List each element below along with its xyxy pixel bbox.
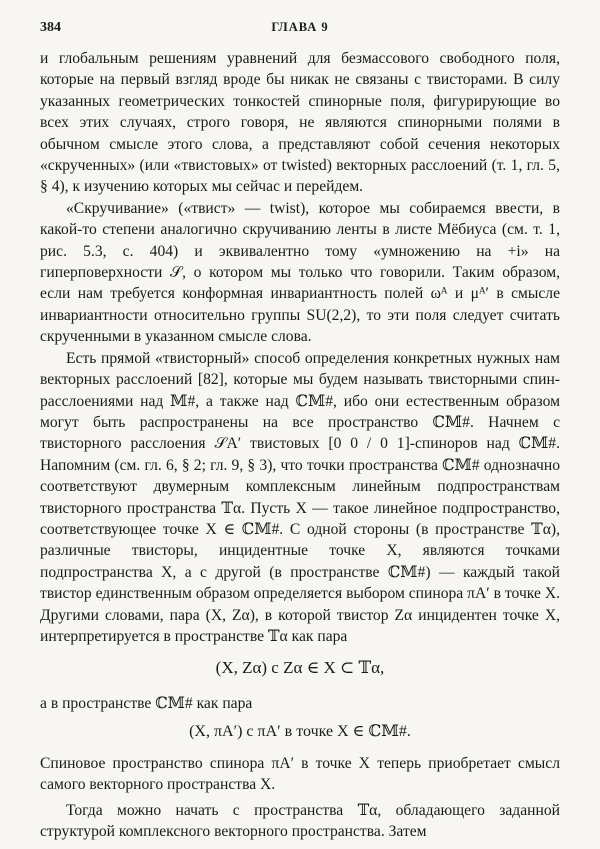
paragraph-1: и глобальным решениям уравнений для безмассового свободного поля, которые на первый взгляд вроде бы никак не связаны с твисторами. В силу указанных геометрических тонкостей спинорные поля, фигурирующие во всех этих случаях, строго говоря, не являются спинорными полями в обычном смысле этого слова, а представляют собой сечения некоторых «скрученных» (или «твистовых» от twisted) векторных расслоений (т. 1, гл. 5, § 4), к изучению которых мы сейчас и перейдем. (40, 50, 560, 196)
page-number: 384 (40, 20, 61, 35)
paragraph-4: а в пространстве ℂ𝕄# как пара (40, 695, 253, 713)
paragraph-2: «Скручивание» («твист» — twist), которое мы собираемся ввести, в какой-то степени аналогично скручиванию ленты в листе Мёбиуса (см. т. 1, рис. 5.3, с. 404) и эквивалентно тому «умножению на +i» на гиперповерхности 𝒮, о котором мы только что говорили. Таким образом, если нам требуется конформная инвариантность полей ωᴬ и μᴬ′ в смысле инвариантности относительно группы SU(2,2), то эти поля следует считать скрученными в указанном смысле слова. (40, 199, 560, 346)
page-body (40, 48, 560, 842)
formula-pair-twistor-space: (X, Zα) с Zα ∈ X ⊂ 𝕋α, (215, 658, 385, 678)
paragraph-3: Есть прямой «твисторный» способ определения конкретных нужных нам векторных расслоений [82], которые мы будем называть твисторными спин-расслоениями над 𝕄#, а также над ℂ𝕄#, ибо они естественным образом могут быть распространены на все пространство ℂ𝕄#. Начнем с твисторного расслоения 𝒮A′ твистовых [0 0 / 0 1]-спиноров над ℂ𝕄#. Напомним (см. гл. 6, § 2; гл. 9, § 3), что точки пространства ℂ𝕄# однозначно соответствуют двумерным комплексным линейным подпространствам твисторного пространства 𝕋α. Пусть X — такое линейное подпространство, соответствующее точке X ∈ ℂ𝕄#. С одной стороны (в пространстве 𝕋α), различные твисторы, инцидентные точке X, являются точками подпространства X, а с другой (в пространстве ℂ𝕄#) — каждый такой твистор единственным образом определяется выбором спинора πA′ в точке X. Другими словами, пара (X, Zα), в которой твистор Zα инцидентен точке X, интерпретируется в пространстве 𝕋α как пара (40, 349, 560, 645)
formula-pair-spacetime: (X, πA′) с πA′ в точке X ∈ ℂ𝕄#. (189, 722, 411, 740)
page-header (40, 20, 560, 42)
paragraph-6: Тогда можно начать с пространства 𝕋α, обладающего заданной структурой комплексного векторного пространства. Затем (40, 801, 560, 840)
paragraph-5: Спиновое пространство спинора πA′ в точке X теперь приобретает смысл самого векторного пространства X. (40, 754, 560, 794)
chapter-title: ГЛАВА 9 (271, 20, 329, 34)
